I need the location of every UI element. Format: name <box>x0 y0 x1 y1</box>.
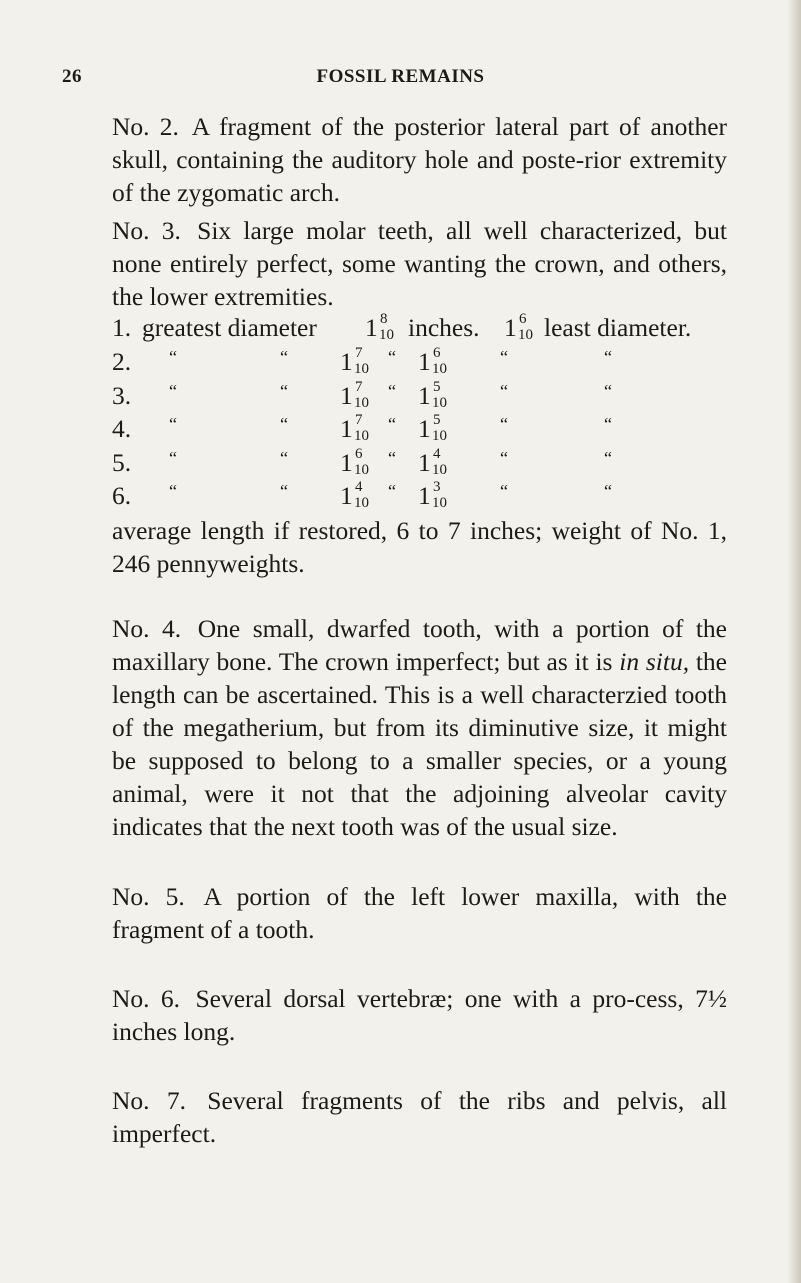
entry-label: No. 2. <box>112 112 179 141</box>
ditto-mark: “ <box>604 381 612 401</box>
ditto-mark: “ <box>169 347 177 367</box>
entry-label: No. 5. <box>112 882 185 911</box>
entry-no4 <box>112 612 727 843</box>
row-number: 5. <box>112 448 132 477</box>
ditto-mark: “ <box>604 414 612 434</box>
ditto-mark: “ <box>500 347 508 367</box>
row-text: least diameter. <box>544 313 692 342</box>
ditto-mark: “ <box>280 347 288 367</box>
row-number: 2. <box>112 347 132 376</box>
entry-no2 <box>112 110 727 209</box>
ditto-mark: “ <box>388 381 396 401</box>
ditto-mark: “ <box>169 481 177 501</box>
ditto-mark: “ <box>280 448 288 468</box>
entry-label: No. 6. <box>112 984 181 1013</box>
row-number: 4. <box>112 414 132 443</box>
ditto-mark: “ <box>604 481 612 501</box>
ditto-mark: “ <box>280 414 288 434</box>
row-text: inches. <box>408 313 480 342</box>
ditto-mark: “ <box>280 381 288 401</box>
ditto-mark: “ <box>169 381 177 401</box>
entry-no5 <box>112 880 727 946</box>
ditto-mark: “ <box>388 481 396 501</box>
ditto-mark: “ <box>500 381 508 401</box>
ditto-mark: “ <box>500 414 508 434</box>
entry-no6 <box>112 982 727 1048</box>
entry-label: No. 3. <box>112 216 181 245</box>
ditto-mark: “ <box>604 347 612 367</box>
row-number: 6. <box>112 481 132 510</box>
entry-no3 <box>112 214 727 313</box>
running-head: FOSSIL REMAINS <box>316 66 485 87</box>
entry-label: No. 4. <box>112 614 182 643</box>
row-number: 3. <box>112 381 132 410</box>
entry-text: Six large molar teeth, all well characterized, but none entirely perfect, some wanting the crown, and others, the lower extremities. <box>112 216 727 311</box>
ditto-mark: “ <box>169 448 177 468</box>
entry-no7 <box>112 1084 727 1150</box>
ditto-mark: “ <box>280 481 288 501</box>
entry-text: the length can be ascertained. This is a well characterzied tooth of the megatherium, but from its diminutive size, it might be supposed to belong to a smaller species, or a young animal, were it not that the adjoining alveolar cavity indicates that the next tooth was of the usual size. <box>112 647 727 841</box>
ditto-mark: “ <box>500 448 508 468</box>
ditto-mark: “ <box>500 481 508 501</box>
entry-no3-tail: average length if restored, 6 to 7 inches; weight of No. 1, 246 pennyweights. <box>112 516 727 578</box>
entry-label: No. 7. <box>112 1086 186 1115</box>
row-text: greatest diameter <box>142 313 317 342</box>
ditto-mark: “ <box>388 448 396 468</box>
row-number: 1. <box>112 313 132 342</box>
ditto-mark: “ <box>169 414 177 434</box>
ditto-mark: “ <box>388 347 396 367</box>
entry-text: Several fragments of the ribs and pelvis, all imperfect. <box>112 1086 727 1148</box>
page-edge-shadow <box>787 0 801 1283</box>
entry-text: One small, dwarfed tooth, with a portion of the maxillary bone. The crown imperfect; but as it is <box>112 614 727 676</box>
ditto-mark: “ <box>388 414 396 434</box>
entry-text-italic: in situ, <box>619 647 690 676</box>
entry-text: Several dorsal vertebræ; one with a pro-cess, 7½ inches long. <box>112 984 727 1046</box>
entry-text: A fragment of the posterior lateral part of another skull, containing the auditory hole and poste-rior extremity of the zygomatic arch. <box>112 112 728 207</box>
ditto-mark: “ <box>604 448 612 468</box>
entry-text: A portion of the left lower maxilla, with the fragment of a tooth. <box>112 882 727 944</box>
page-number: 26 <box>62 66 82 87</box>
